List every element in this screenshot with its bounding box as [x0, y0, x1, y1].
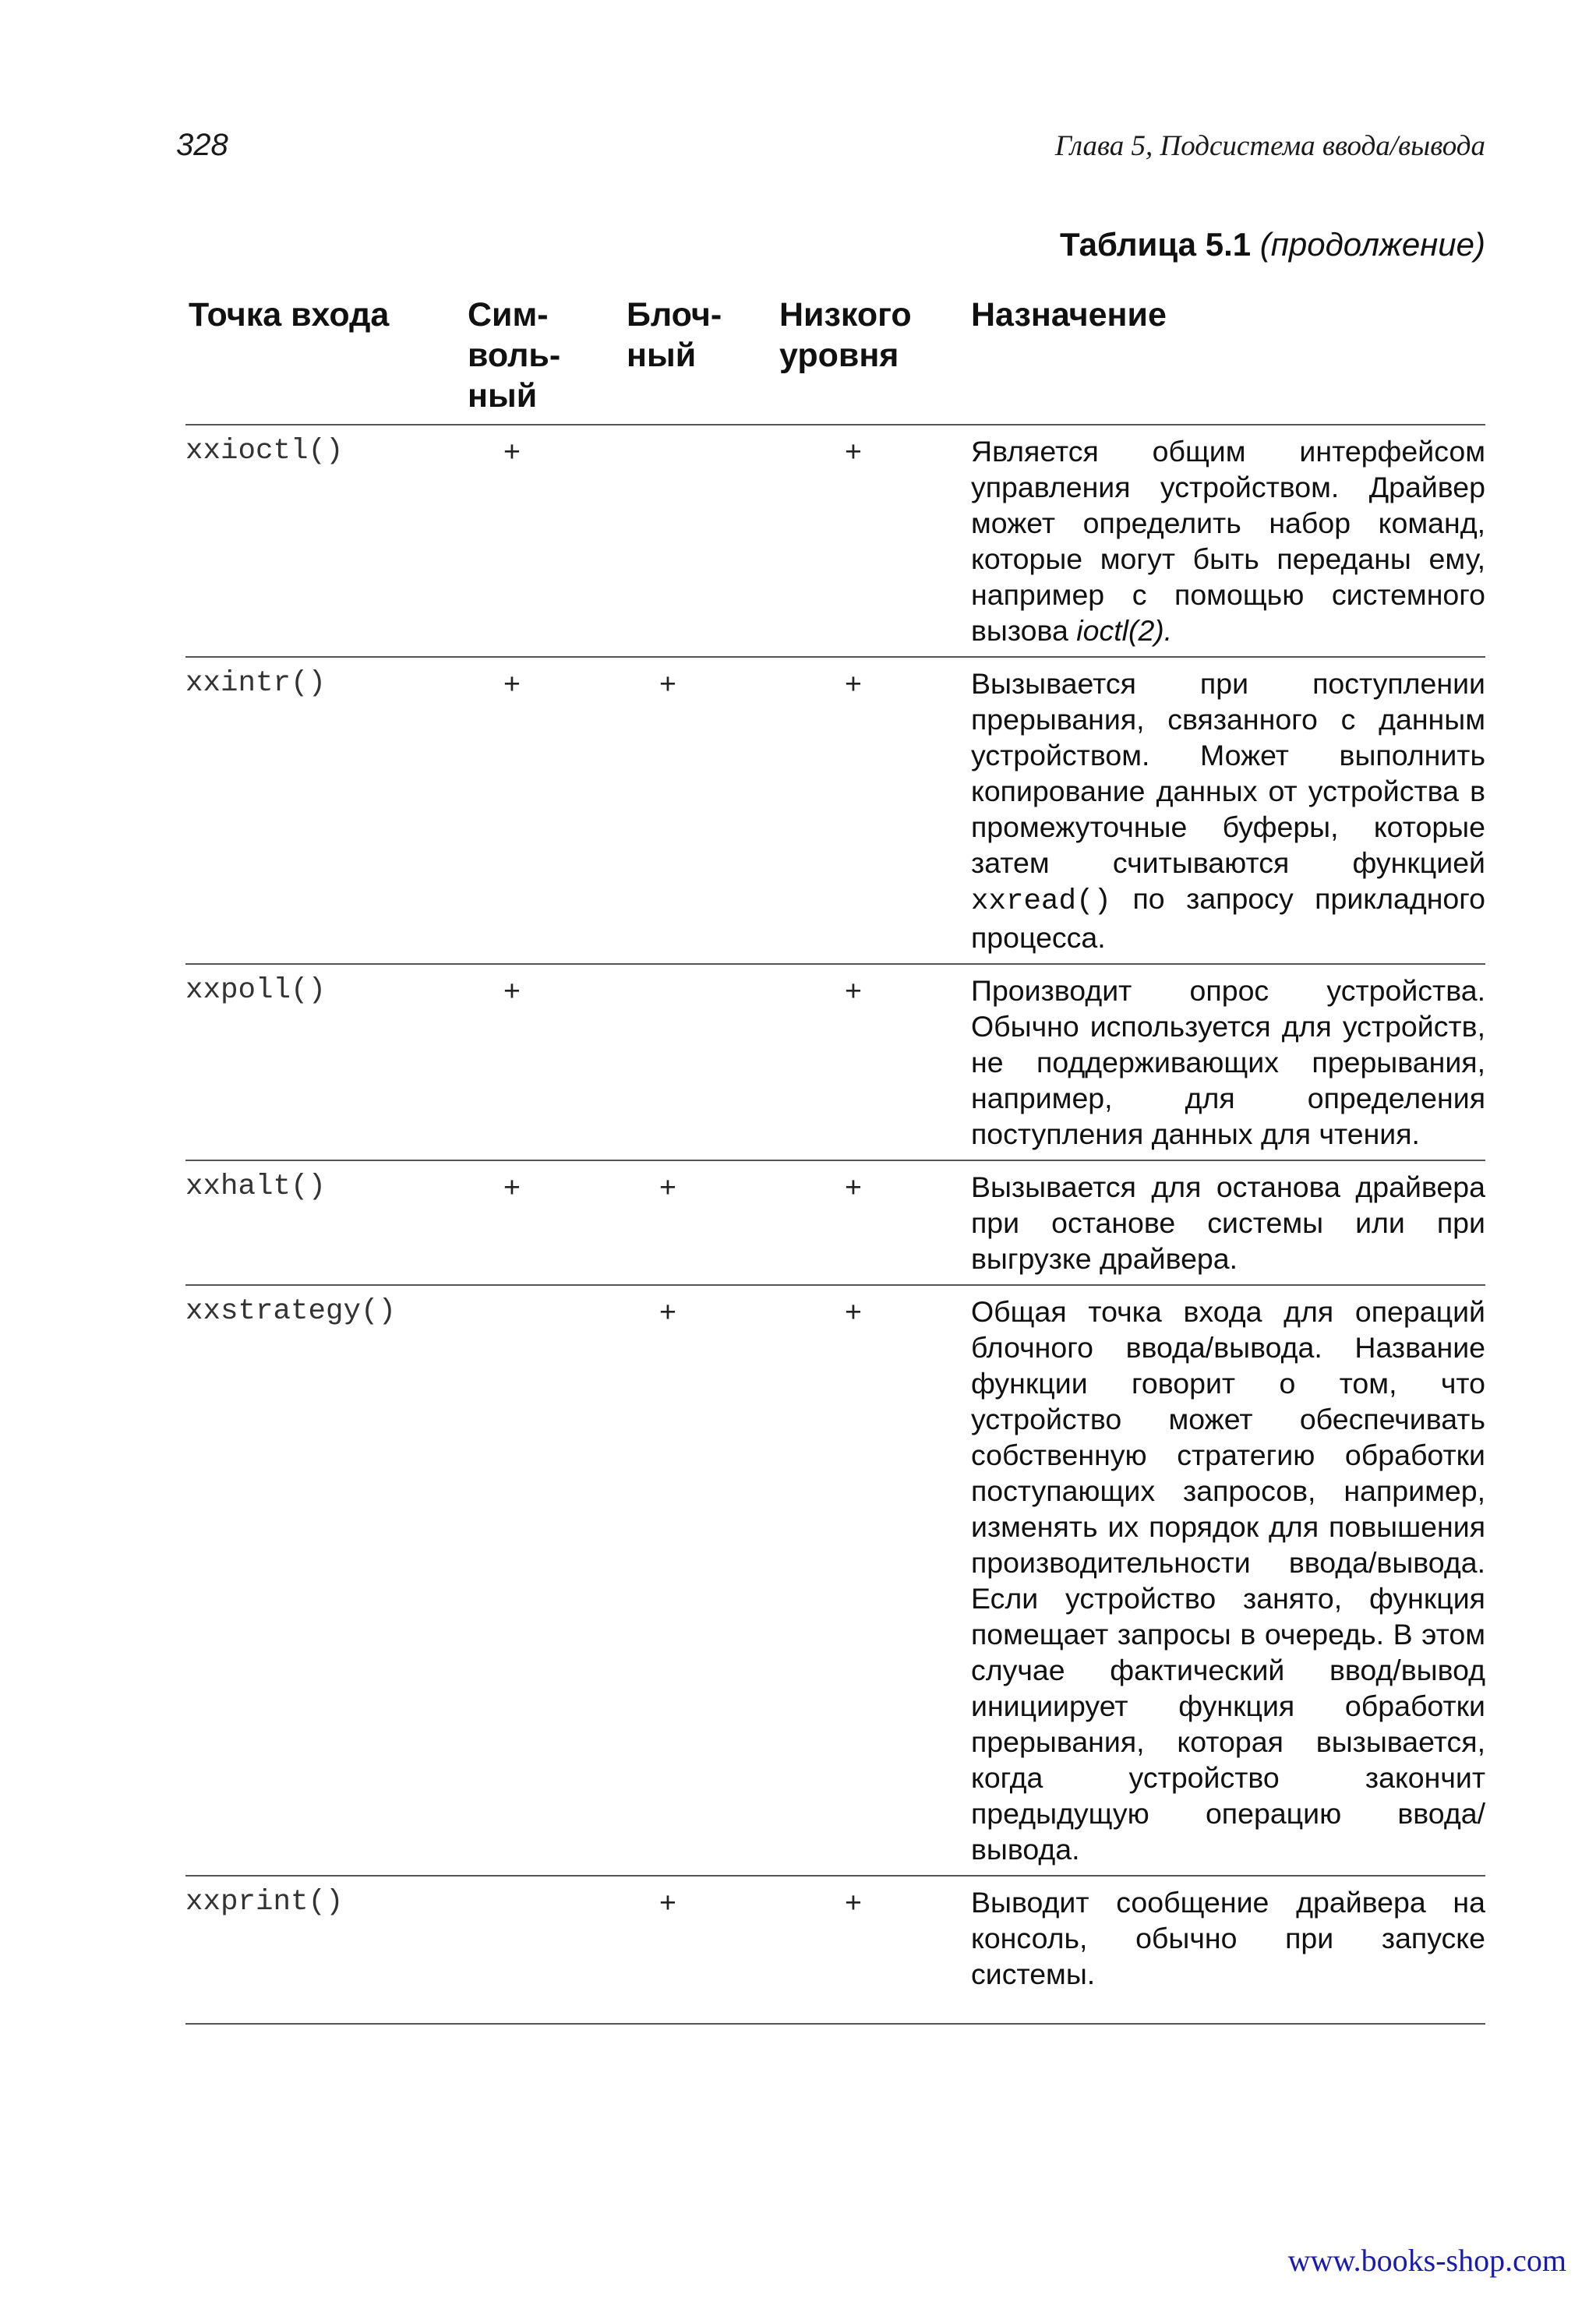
cell-entry-point: xxprint() — [185, 1876, 464, 2024]
cell-block — [613, 964, 767, 1160]
table-caption-label: Таблица 5.1 — [1059, 226, 1252, 263]
cell-low-level: + — [767, 1160, 963, 1285]
cell-purpose — [963, 964, 1485, 1160]
cell-purpose — [963, 657, 1485, 964]
running-head: Глава 5, Подсистема ввода/вывода — [1054, 130, 1485, 162]
cell-character: + — [464, 425, 613, 657]
cell-low-level: + — [767, 1285, 963, 1876]
cell-character: + — [464, 657, 613, 964]
cell-entry-point: xxintr() — [185, 657, 464, 964]
header-entry-point: Точка входа — [185, 295, 464, 425]
cell-purpose — [963, 1285, 1485, 1876]
cell-block: + — [613, 1160, 767, 1285]
cell-entry-point: xxioctl() — [185, 425, 464, 657]
cell-block: + — [613, 657, 767, 964]
cell-character — [464, 1876, 613, 2024]
cell-purpose — [963, 1160, 1485, 1285]
table-row — [185, 1160, 1485, 1285]
header-character: Сим- воль- ный — [464, 295, 613, 425]
purpose-text-tail: по запросу прикладного процесса. — [971, 882, 1485, 954]
cell-character: + — [464, 1160, 613, 1285]
cell-low-level: + — [767, 657, 963, 964]
cell-character: + — [464, 964, 613, 1160]
cell-purpose — [963, 1876, 1485, 2024]
page-number: 328 — [176, 128, 228, 162]
purpose-text: Выводит сообщение драйвера на консоль, обычно при запуске системы. — [971, 1886, 1485, 1990]
table-row — [185, 657, 1485, 964]
watermark: www.books-shop.com — [1287, 2243, 1566, 2278]
purpose-text: Вызывается для останова драйвера при останове системы или при выгрузке драйвера. — [971, 1170, 1485, 1275]
purpose-text: Производит опрос устройства. Обычно используется для устройств, не поддерживающих прерывания, например, для определения поступления данных для чтения. — [971, 974, 1485, 1150]
purpose-italic: ioctl(2). — [1076, 614, 1173, 647]
purpose-text: Вызывается при поступлении прерывания, связанного с данным устройством. Может выполнить копирование данных от устройства в промежуточные буферы, которые затем считываются функцией — [971, 667, 1485, 879]
table-header-row — [185, 295, 1485, 425]
entry-points-table — [185, 295, 1485, 2025]
purpose-code: xxread() — [971, 885, 1112, 918]
header-low-level: Низкого уровня — [767, 295, 963, 425]
table-row — [185, 1876, 1485, 2024]
table-row — [185, 425, 1485, 657]
header-block: Блоч- ный — [613, 295, 767, 425]
cell-purpose — [963, 425, 1485, 657]
cell-character — [464, 1285, 613, 1876]
cell-low-level: + — [767, 425, 963, 657]
cell-entry-point: xxpoll() — [185, 964, 464, 1160]
table-row — [185, 1285, 1485, 1876]
header-purpose: Назначение — [963, 295, 1485, 425]
cell-entry-point: xxstrategy() — [185, 1285, 464, 1876]
cell-low-level: + — [767, 1876, 963, 2024]
cell-entry-point: xxhalt() — [185, 1160, 464, 1285]
purpose-text: Общая точка входа для операций блочного ввода/вывода. Название функции говорит о том, что устройство может обеспечивать собственную стратегию обработки поступающих запросов, например, изменять их порядок для повышения производительности ввода/вывода. Если устройство занято, функция помещает запросы в очередь. В этом случае фактический ввод/вывод инициирует функция обработки прерывания, которая вызывается, когда устройство закончит предыдущую операцию ввода/вывода. — [971, 1295, 1485, 1866]
table-caption-continuation: (продолжение) — [1259, 226, 1485, 263]
table-caption — [1060, 226, 1485, 263]
table-row — [185, 964, 1485, 1160]
cell-block: + — [613, 1285, 767, 1876]
purpose-text: Является общим интерфейсом управления устройством. Драйвер может определить набор команд, которые могут быть переданы ему, например с помощью системного вызова — [971, 435, 1485, 647]
cell-low-level: + — [767, 964, 963, 1160]
cell-block: + — [613, 1876, 767, 2024]
cell-block — [613, 425, 767, 657]
